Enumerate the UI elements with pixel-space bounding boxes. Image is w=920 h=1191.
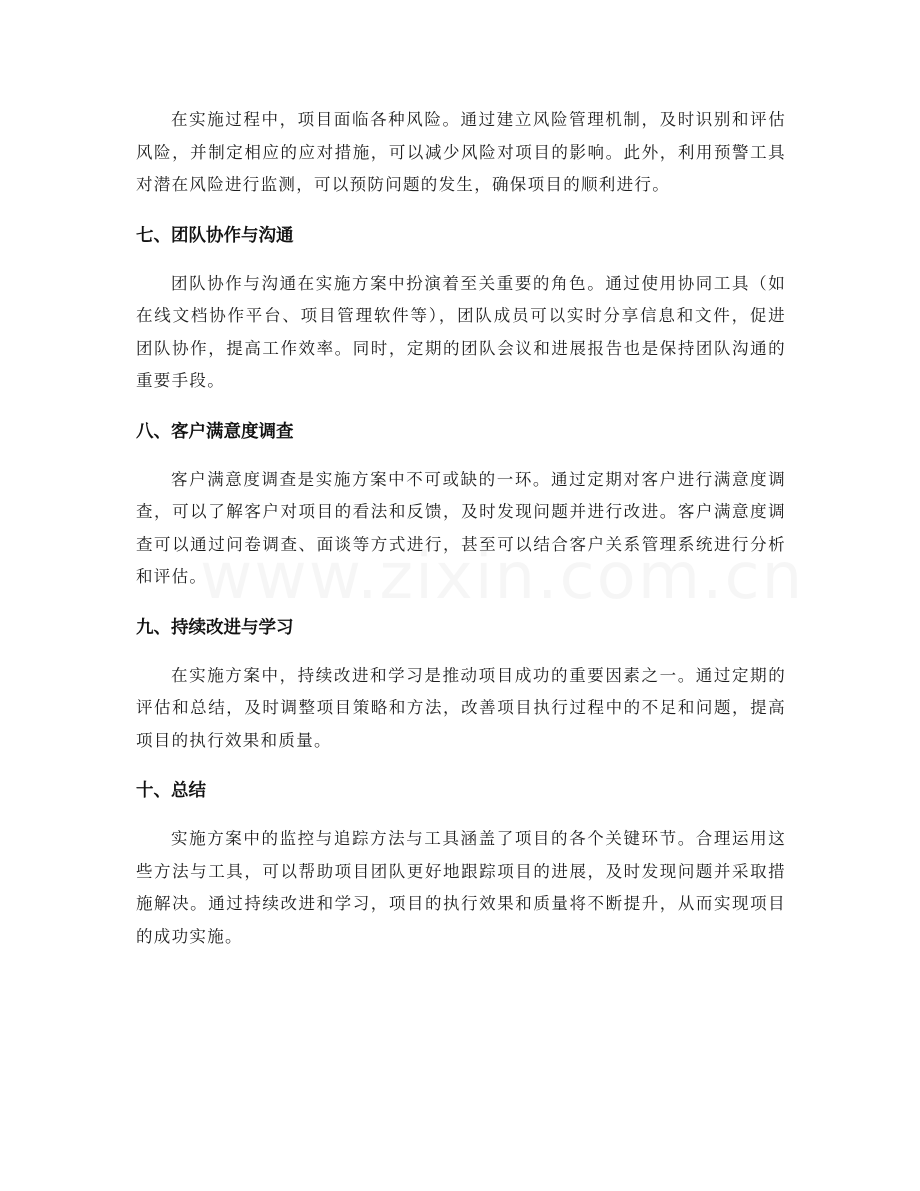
section-heading-team-collaboration: 七、团队协作与沟通 (136, 225, 294, 246)
section-heading-continuous-improvement: 九、持续改进与学习 (136, 617, 294, 638)
section-heading-customer-satisfaction: 八、客户满意度调查 (136, 421, 294, 442)
section-body-customer-satisfaction: 客户满意度调查是实施方案中不可或缺的一环。通过定期对客户进行满意度调查，可以了解客户对项目的看法和反馈，及时发现问题并进行改进。客户满意度调查可以通过问卷调查、面谈等方式进行，甚至可以结合客户关系管理系统进行分析和评估。 (136, 469, 786, 586)
document-body (136, 104, 786, 953)
section-body-summary: 实施方案中的监控与追踪方法与工具涵盖了项目的各个关键环节。合理运用这些方法与工具，可以帮助项目团队更好地跟踪项目的进展，及时发现问题并采取措施解决。通过持续改进和学习，项目的执行效果和质量将不断提升，从而实现项目的成功实施。 (136, 829, 786, 946)
section-body-continuous-improvement: 在实施方案中，持续改进和学习是推动项目成功的重要因素之一。通过定期的评估和总结，及时调整项目策略和方法，改善项目执行过程中的不足和问题，提高项目的执行效果和质量。 (136, 665, 786, 750)
section-heading-summary: 十、总结 (136, 781, 206, 801)
intro-paragraph: 在实施过程中，项目面临各种风险。通过建立风险管理机制，及时识别和评估风险，并制定相应的应对措施，可以减少风险对项目的影响。此外，利用预警工具对潜在风险进行监测，可以预防问题的发生，确保项目的顺利进行。 (136, 110, 786, 194)
section-body-team-collaboration: 团队协作与沟通在实施方案中扮演着至关重要的角色。通过使用协同工具（如在线文档协作平台、项目管理软件等），团队成员可以实时分享信息和文件，促进团队协作，提高工作效率。同时，定期的团队会议和进展报告也是保持团队沟通的重要手段。 (136, 273, 786, 390)
